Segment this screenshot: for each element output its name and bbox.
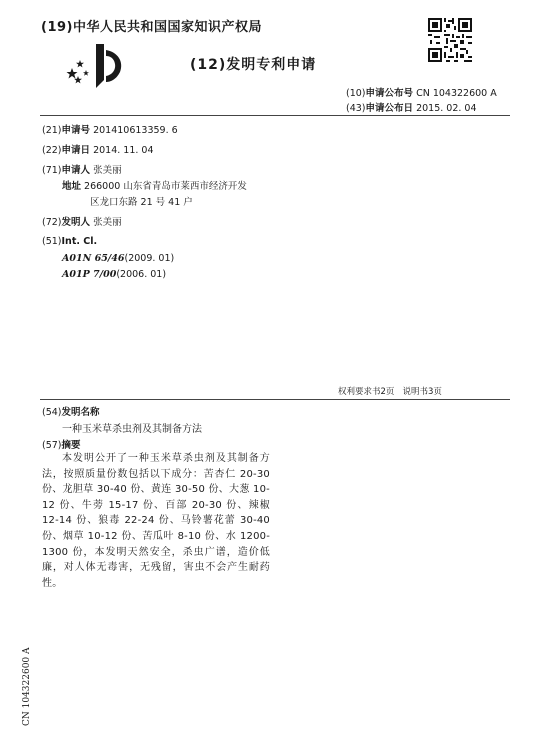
office-code: (19) — [41, 20, 73, 35]
pub-date-code: (43) — [346, 103, 366, 114]
office-header — [41, 16, 262, 35]
title-label: 发明名称 — [61, 407, 100, 418]
ipc-entry — [62, 269, 166, 280]
publication-number — [346, 85, 497, 99]
abstract-code: (57) — [42, 440, 62, 451]
application-date — [42, 142, 154, 156]
doctype-name: 发明专利申请 — [226, 57, 317, 73]
abstract-text: 本发明公开了一种玉米草杀虫剂及其制备方法，按照质量份数包括以下成分：苦杏仁 20-30 份、龙胆草 30-40 份、黄连 30-50 份、大葱 10-12 份、牛蒡 15-17 份、百部 20-30 份、辣椒 12-14 份、狼毒 22-24 份、马铃薯花蕾 30-40 份、烟草 10-12 份、苦瓜叶 8-10 份、水 1200-1300 份，本发明天然安全，杀虫广谱，造价低廉，对人体无毒害，无残留，害虫不会产生耐药性。 — [42, 453, 270, 589]
address-label: 地址 — [62, 181, 82, 192]
pages-note: 权利要求书2页 说明书3页 — [338, 387, 442, 397]
app-date-label: 申请日 — [61, 145, 91, 156]
address-line-2: 区龙口东路 21 号 41 户 — [90, 197, 193, 208]
ipc-version: (2009. 01) — [124, 253, 175, 264]
qr-code-icon — [428, 18, 472, 62]
address — [62, 178, 247, 192]
pub-no-label: 申请公布号 — [365, 88, 414, 99]
abstract-label: 摘要 — [61, 440, 81, 451]
app-no-value: 201410613359. 6 — [93, 125, 178, 136]
inventor-value: 张美丽 — [93, 217, 122, 228]
ipc-code: A01N 65/46 — [62, 253, 125, 264]
side-publication-number: CN 104322600 A — [22, 647, 32, 726]
address-line-1: 266000 山东省青岛市莱西市经济开发 — [84, 181, 247, 192]
pub-no-code: (10) — [346, 88, 366, 99]
office-name: 中华人民共和国国家知识产权局 — [72, 20, 262, 35]
pub-no-value: CN 104322600 A — [416, 88, 497, 99]
title-code: (54) — [42, 407, 62, 418]
invention-title: 一种玉米草杀虫剂及其制备方法 — [62, 424, 202, 435]
ipc-version: (2006. 01) — [116, 269, 167, 280]
cnipa-emblem-icon — [66, 40, 126, 92]
ipc-code: A01P 7/00 — [62, 269, 117, 280]
application-number — [42, 122, 178, 136]
app-no-label: 申请号 — [61, 125, 91, 136]
header-divider — [40, 115, 510, 116]
app-no-code: (21) — [42, 125, 62, 136]
int-cl — [42, 236, 97, 247]
intcl-label: Int. Cl. — [61, 236, 98, 247]
inventor-code: (72) — [42, 217, 62, 228]
document-type — [190, 54, 316, 74]
pub-date-value: 2015. 02. 04 — [416, 103, 477, 114]
applicant — [42, 162, 122, 176]
inventor — [42, 214, 122, 228]
pub-date-label: 申请公布日 — [365, 103, 414, 114]
app-date-value: 2014. 11. 04 — [93, 145, 154, 156]
applicant-label: 申请人 — [61, 165, 91, 176]
ipc-entry — [62, 253, 174, 264]
invention-title-heading — [42, 404, 100, 418]
app-date-code: (22) — [42, 145, 62, 156]
applicant-code: (71) — [42, 165, 62, 176]
applicant-value: 张美丽 — [93, 165, 122, 176]
inventor-label: 发明人 — [61, 217, 91, 228]
abstract-heading — [42, 437, 81, 451]
publication-date — [346, 100, 477, 114]
body-divider — [40, 399, 510, 400]
doctype-code: (12) — [190, 57, 227, 73]
intcl-code: (51) — [42, 236, 62, 247]
